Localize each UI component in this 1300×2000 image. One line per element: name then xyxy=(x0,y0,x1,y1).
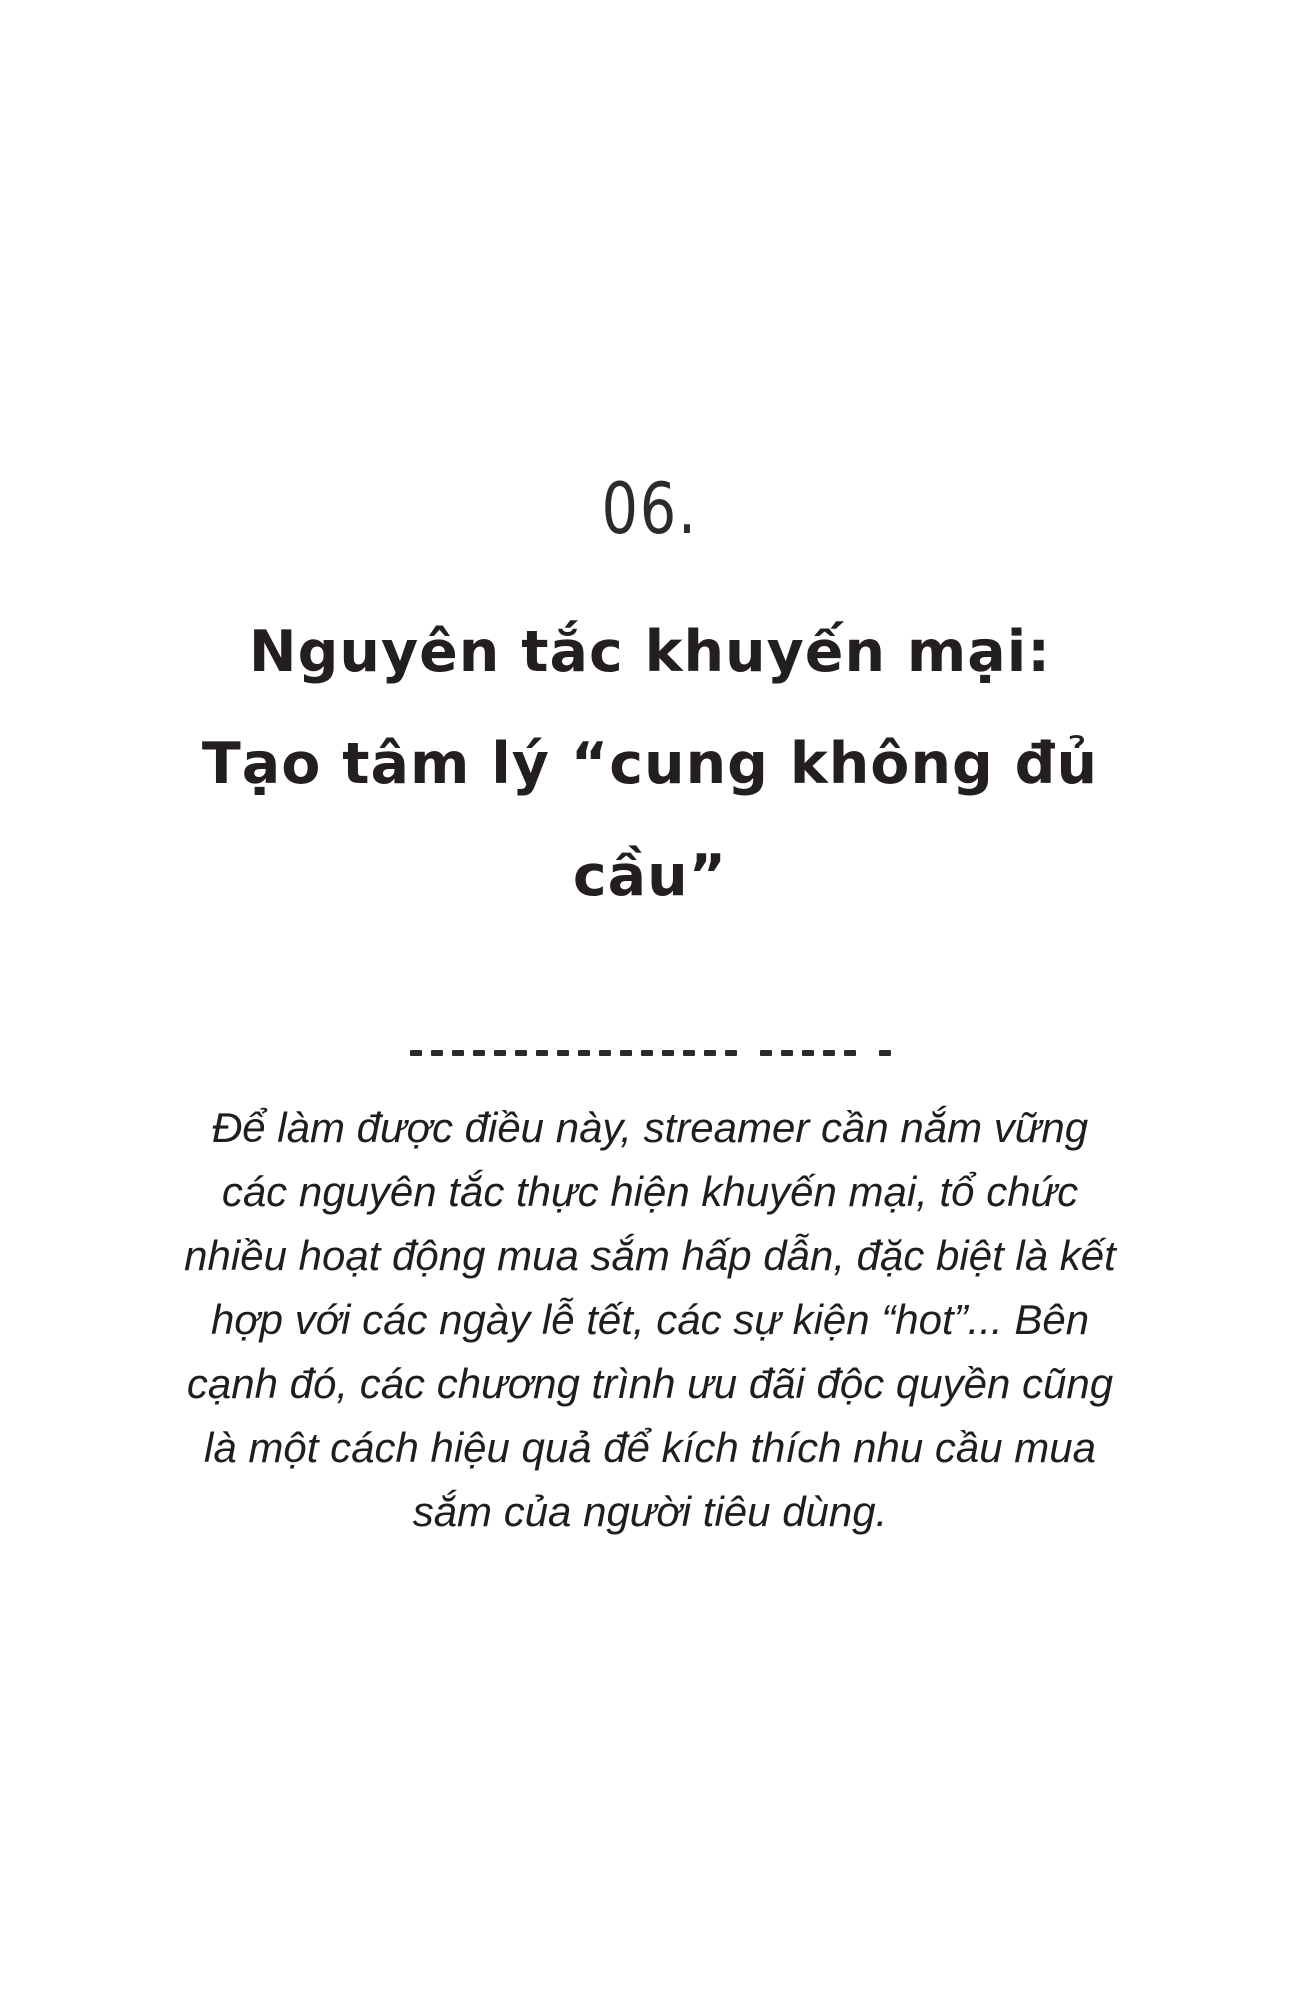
body-paragraph xyxy=(0,1096,1300,1544)
separator-dash xyxy=(494,1050,506,1056)
separator-dash xyxy=(431,1050,443,1056)
body-line: nhiều hoạt động mua sắm hấp dẫn, đặc biệt là kết xyxy=(184,1232,1116,1279)
separator-dash xyxy=(578,1050,590,1056)
body-line: các nguyên tắc thực hiện khuyến mại, tổ chức xyxy=(221,1168,1079,1215)
separator-dash xyxy=(802,1050,814,1056)
separator-dash xyxy=(879,1050,891,1056)
dashed-separator xyxy=(0,1050,1300,1056)
separator-dash xyxy=(823,1050,835,1056)
separator-dash xyxy=(760,1050,772,1056)
separator-gap xyxy=(741,1050,755,1056)
separator-dash xyxy=(641,1050,653,1056)
chapter-title-line-3: cầu” xyxy=(572,843,728,909)
separator-dash xyxy=(781,1050,793,1056)
separator-gap xyxy=(860,1050,874,1056)
separator-dash xyxy=(844,1050,856,1056)
body-line: sắm của người tiêu dùng. xyxy=(412,1488,888,1535)
separator-dash xyxy=(473,1050,485,1056)
chapter-title-line-2: Tạo tâm lý “cung không đủ xyxy=(201,731,1099,797)
chapter-number xyxy=(0,468,1300,550)
chapter-title xyxy=(0,596,1300,932)
chapter-title-line-1: Nguyên tắc khuyến mại: xyxy=(248,619,1052,685)
separator-dash xyxy=(515,1050,527,1056)
body-line: là một cách hiệu quả để kích thích nhu cầu mua xyxy=(204,1424,1096,1471)
separator-dash xyxy=(410,1050,422,1056)
separator-dash xyxy=(452,1050,464,1056)
chapter-number-text: 06. xyxy=(601,468,699,550)
separator-dash xyxy=(704,1050,716,1056)
body-line: Để làm được điều này, streamer cần nắm vững xyxy=(211,1104,1089,1151)
separator-dash xyxy=(557,1050,569,1056)
separator-dash xyxy=(620,1050,632,1056)
body-line: hợp với các ngày lễ tết, các sự kiện “hot”... Bên xyxy=(210,1296,1090,1343)
body-line: cạnh đó, các chương trình ưu đãi độc quyền cũng xyxy=(186,1360,1114,1407)
separator-dash xyxy=(683,1050,695,1056)
separator-dash xyxy=(662,1050,674,1056)
separator-dash xyxy=(725,1050,737,1056)
separator-dash xyxy=(536,1050,548,1056)
separator-dash xyxy=(599,1050,611,1056)
